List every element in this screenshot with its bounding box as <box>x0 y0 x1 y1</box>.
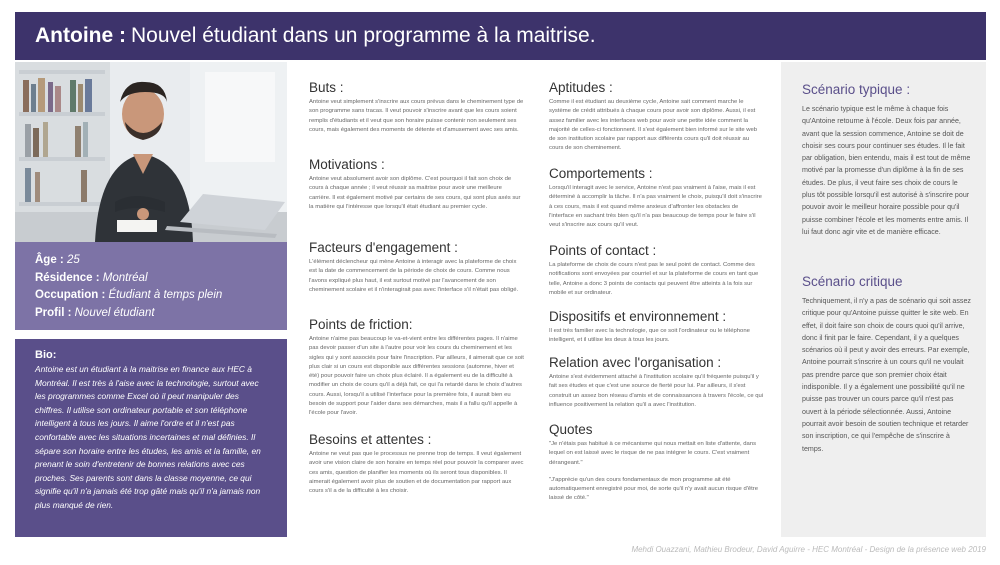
section-quotes <box>549 422 764 504</box>
age-row <box>35 252 287 270</box>
section-relation <box>549 355 764 410</box>
quote-1: "Je n'étais pas habitué à ce mécanisme qui nous mettait en liste d'attente, dans lequel on est laissé avec le risque de ne pas intégrer le cours. C'est vraiment dérangeant." <box>549 441 757 466</box>
section-contact <box>549 243 764 298</box>
section-text: Il est très familier avec la technologie, que ce soit l'ordinateur ou le téléphone intelligent, et il utilise les deux à tous les jours. <box>549 328 750 344</box>
scenario-typique <box>802 82 972 238</box>
section-title: Facteurs d'engagement : <box>309 240 458 255</box>
occupation-row <box>35 287 287 305</box>
section-title: Points of contact : <box>549 243 657 258</box>
profil-value: Nouvel étudiant <box>74 306 155 319</box>
profil-row <box>35 305 287 323</box>
persona-title: Nouvel étudiant dans un programme à la maitrise. <box>130 24 596 47</box>
footer-credits: Mehdi Ouazzani, Mathieu Brodeur, David Aguirre - HEC Montréal - Design de la présence web 2019 <box>631 545 986 554</box>
bio-text: Antoine est un étudiant à la maitrise en finance aux HEC à Montréal. Il est très à l'aise avec la technologie, surtout avec les programmes comme Excel où il peut manipuler des chiffres. Il utilise son ordinateur portable et son téléphone intelligent à tous les jours. Il aime l'ordre et il n'est pas confortable avec les situations incertaines et mal définies. Il sépare son horaire entre les études, les amis et la famille, en prenant le soin d'entretenir de bonnes relations avec ces proches. Ses parents sont dans la classe moyenne, ce qui signifie qu'il n'a jamais été trop gâté mais qu'il n'a jamais non plus manqué de rien. <box>35 364 261 510</box>
scenario-panel <box>781 62 986 537</box>
section-text: Comme il est étudiant au deuxième cycle, Antoine sait comment marche le système de crédit attribués à chaque cours pour avoir son diplôme. Aussi, il est assez familier avec les interfaces web pour avoir une petite idée comment la majorité de celles-ci fonctionnent. Il s'est également bien informé sur le site web de son institution scolaire par rapport aux différents cours qu'il doit réussir au cours de son cheminement. <box>549 99 758 152</box>
section-title: Besoins et attentes : <box>309 432 432 447</box>
section-title: Buts : <box>309 80 344 95</box>
bio-title: Bio: <box>35 349 57 361</box>
profil-label: Profil : <box>35 306 72 319</box>
section-friction <box>309 317 524 419</box>
section-buts <box>309 80 524 135</box>
profile-info <box>15 242 287 330</box>
section-aptitudes <box>549 80 764 154</box>
persona-name: Antoine : <box>35 24 126 47</box>
age-label: Âge : <box>35 254 64 266</box>
scenario-text: Techniquement, il n'y a pas de scénario qui soit assez critique pour qu'Antoine puisse quitter le site web. En effet, il doit faire son choix de cours quoi qu'il arrive, donc il finit par le faire. Cependant, il y a quelques scénarios où il peut y avoir des erreurs. Par exemple, Antoine pourrait s'inscrire à un cours qu'il ne voulait pas prendre parce que son premier choix était indisponible. Il y a également une possibilité qu'il ne puisse pas trouver un cours parce qu'il n'est pas ouvert à la période sélectionnée. Aussi, Antoine pourrait avoir besoin de soutien technique et retarder son inscription, ce qui l'empêche de s'inscrire à temps. <box>802 297 971 453</box>
occupation-label: Occupation : <box>35 289 106 301</box>
section-text: Lorsqu'il interagit avec le service, Antoine n'est pas vraiment à l'aise, mais il est déterminé à accomplir la tâche. Il n'a pas vraiment le choix, puisqu'il doit s'inscrire à ces cours, mais il est quand même anxieux d'affronter les obstacles de l'interface en sachant très bien qu'il n'a pas beaucoup de temps pour le faire s'il veut s'inscrire aux cours qu'il veut. <box>549 185 762 229</box>
residence-row <box>35 270 287 288</box>
section-motivations <box>309 157 524 212</box>
persona-photo <box>15 62 287 242</box>
section-dispositifs <box>549 309 764 346</box>
student-photo-illustration <box>15 62 287 242</box>
scenario-text: Le scénario typique est le même à chaque fois qu'Antoine retourne à l'école. Deux fois par année, avant que la session commence, Antoine se doit de choisir ses cours pour continuer ses études. Il le fait par obligation, bien entendu, mais il est tout de même motivé par la promesse d'un diplôme à la fin de ses études. De plus, il veut faire ses choix de cours le plus tôt possible lorsqu'il est autorisé à s'inscrire pour pouvoir avoir le meilleur horaire possible pour qu'il puisse combiner l'école et les moments entre amis. Il lui faut donc agir vite et de manière efficace. <box>802 105 971 236</box>
scenario-title: Scénario critique <box>802 274 903 289</box>
section-text: L'élément déclencheur qui mène Antoine à interagir avec la plateforme de choix est la date de commencement de la période de choix de cours. Comme nous l'avons expliqué plus haut, il est surtout motivé par l'avancement de son cheminement scolaire et il n'interagirait pas avec l'interface s'il n'était pas obligé. <box>309 259 519 293</box>
section-title: Aptitudes : <box>549 80 613 95</box>
scenario-title: Scénario typique : <box>802 82 911 97</box>
quote-2: "J'apprécie qu'un des cours fondamentaux de mon programme ait été automatiquement enregistré pour moi, de sorte qu'il n'y avait aucun risque d'être laissé de côté." <box>549 476 759 502</box>
section-title: Points de friction: <box>309 317 413 332</box>
section-text: Antoine n'aime pas beaucoup le va-et-vient entre les différentes pages. Il n'aime pas devoir passer d'un site à l'autre pour voir les cours du cheminement et les sigles qui y sont associés pour faire l'inscription. Par ailleurs, il aimerait que ce soit plus clair si un cours est disponible aux différentes sessions (automne, hiver et été) pour pouvoir faire un choix plus éclairé. Il a également eu de la difficulté à modifier un choix de cours qu'il a déjà fait, ce qui l'a retardé dans le choix d'autres cours. Aussi, lorsqu'il a utilisé l'interface pour la première fois, il aurait bien eu besoin de support pour l'aider dans ses démarches, mais il a fallu qu'il appelle à l'école pour l'avoir. <box>309 336 524 417</box>
section-text: La plateforme de choix de cours n'est pas le seul point de contact. Comme des notifications sont envoyées par courriel et sur la plateforme de cours en tant que telle, Antoine a donc 3 points de contacts qui peuvent être atteints à la fois sur mobile et sur ordinateur. <box>549 262 759 296</box>
section-title: Motivations : <box>309 157 385 172</box>
section-title: Relation avec l'organisation : <box>549 355 722 370</box>
scenario-critique <box>802 274 972 455</box>
residence-label: Résidence : <box>35 271 100 284</box>
section-facteurs <box>309 240 524 295</box>
section-text: Antoine veut absolument avoir son diplôme. C'est pourquoi il fait son choix de cours à chaque année ; il veut réussir sa maitrise pour avoir une meilleure carrière. Il est également motivé par certains de ses cours, qui sont plus axés sur la matière qui l'intéresse que lorsqu'il était étudiant au premier cycle. <box>309 176 521 210</box>
occupation-value: Étudiant à temps plein <box>108 289 223 301</box>
section-text: Antoine ne veut pas que le processus ne prenne trop de temps. Il veut également avoir une vision claire de son horaire en temps réel pour pouvoir la comparer avec ces amis, question de planifier les moments où ils seront tous disponibles. Il aimerait également avoir plus de soutien et de documentation par rapport aux cours s'il a de la difficulté à les choisir. <box>309 451 524 495</box>
section-title: Comportements : <box>549 166 653 181</box>
bio-panel <box>15 339 287 537</box>
age-value: 25 <box>66 254 80 266</box>
residence-value: Montréal <box>102 271 148 284</box>
section-text: Antoine s'est évidemment attaché à l'institution scolaire qu'il fréquente puisqu'il y fait ses études et que c'est une source de fierté pour lui. Par ailleurs, il s'est construit un assez bon réseau d'amis et de connaissances à travers l'école, ce qui influence positivement la relation qu'il a avec l'institution. <box>549 374 764 408</box>
section-text: Antoine veut simplement s'inscrire aux cours prévus dans le cheminement type de son programme sans tracas. Il veut pouvoir s'inscrire avant que les cours soient remplis d'étudiants et il veut que son horaire puisse contenir non seulement ses cours, mais également des moments de détente et d'amusement avec ses amis. <box>309 99 524 133</box>
section-title: Quotes <box>549 422 593 437</box>
page-header <box>15 12 986 60</box>
section-title: Dispositifs et environnement : <box>549 309 727 324</box>
section-comportements <box>549 166 764 230</box>
section-besoins <box>309 432 524 496</box>
